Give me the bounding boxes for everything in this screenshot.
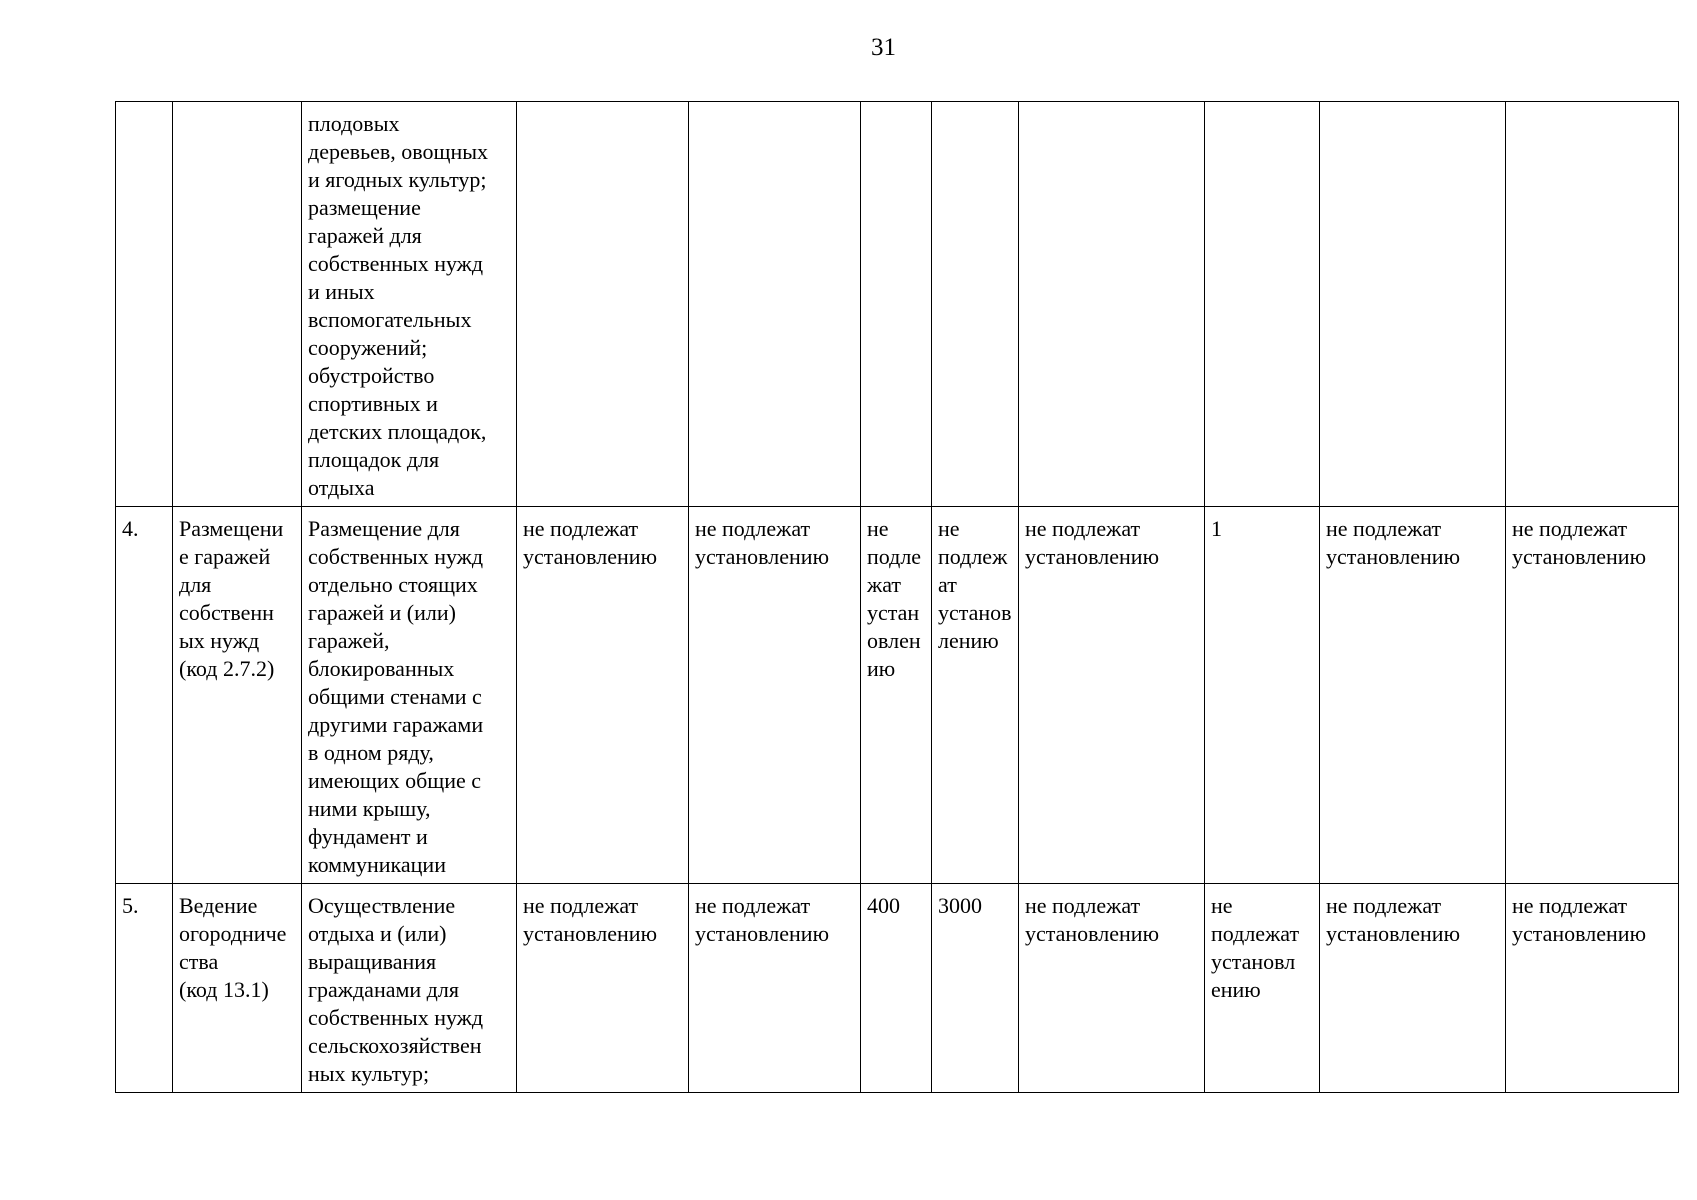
- table-cell: не подлежат установлению: [1320, 507, 1506, 884]
- land-use-description-cell: Размещение для собственных нужд отдельно стоящих гаражей и (или) гаражей, блокированных общими стенами с другими гаражами в одном ряду, имеющих общие с ними крышу, фундамент и коммуникации: [302, 507, 517, 884]
- table-cell: не подлежат установлению: [517, 507, 689, 884]
- table-cell: не подлеж ат установ лению: [932, 507, 1019, 884]
- table-cell: не подлежат установл ению: [1205, 884, 1320, 1093]
- table-cell: [1205, 102, 1320, 507]
- row-number-cell: 5.: [116, 884, 173, 1093]
- row-number-cell: 4.: [116, 507, 173, 884]
- table-cell: не подлежат установлению: [689, 884, 861, 1093]
- land-use-name-cell: Ведение огородниче ства (код 13.1): [173, 884, 302, 1093]
- table-cell: [1320, 102, 1506, 507]
- table-row: [116, 507, 1679, 884]
- table-cell: не подлежат установлению: [1506, 884, 1679, 1093]
- table-cell: 3000: [932, 884, 1019, 1093]
- table-cell: 1: [1205, 507, 1320, 884]
- table-cell: 400: [861, 884, 932, 1093]
- table-row: [116, 884, 1679, 1093]
- table-cell: [517, 102, 689, 507]
- table-cell: [1019, 102, 1205, 507]
- regulations-table: [115, 101, 1679, 1093]
- table-cell: не подлежат установлению: [689, 507, 861, 884]
- table-cell: [116, 102, 173, 507]
- table-cell: [1506, 102, 1679, 507]
- table-cell: не подлежат установлению: [517, 884, 689, 1093]
- table-cell: [173, 102, 302, 507]
- table-cell: [861, 102, 932, 507]
- table-row: [116, 102, 1679, 507]
- land-use-description-cell: Осуществление отдыха и (или) выращивания гражданами для собственных нужд сельскохозяйствен ных культур;: [302, 884, 517, 1093]
- table-cell: не подлежат установлению: [1019, 507, 1205, 884]
- table-cell: плодовых деревьев, овощных и ягодных культур; размещение гаражей для собственных нужд и иных вспомогательных сооружений; обустройство спортивных и детских площадок, площадок для отдыха: [302, 102, 517, 507]
- table-cell: [932, 102, 1019, 507]
- table-cell: [689, 102, 861, 507]
- page-number: 31: [871, 34, 896, 61]
- land-use-name-cell: Размещени е гаражей для собственн ых нужд (код 2.7.2): [173, 507, 302, 884]
- table-cell: не подлежат установлению: [1506, 507, 1679, 884]
- table-cell: не подле жат устан овлен ию: [861, 507, 932, 884]
- table-cell: не подлежат установлению: [1019, 884, 1205, 1093]
- table-cell: не подлежат установлению: [1320, 884, 1506, 1093]
